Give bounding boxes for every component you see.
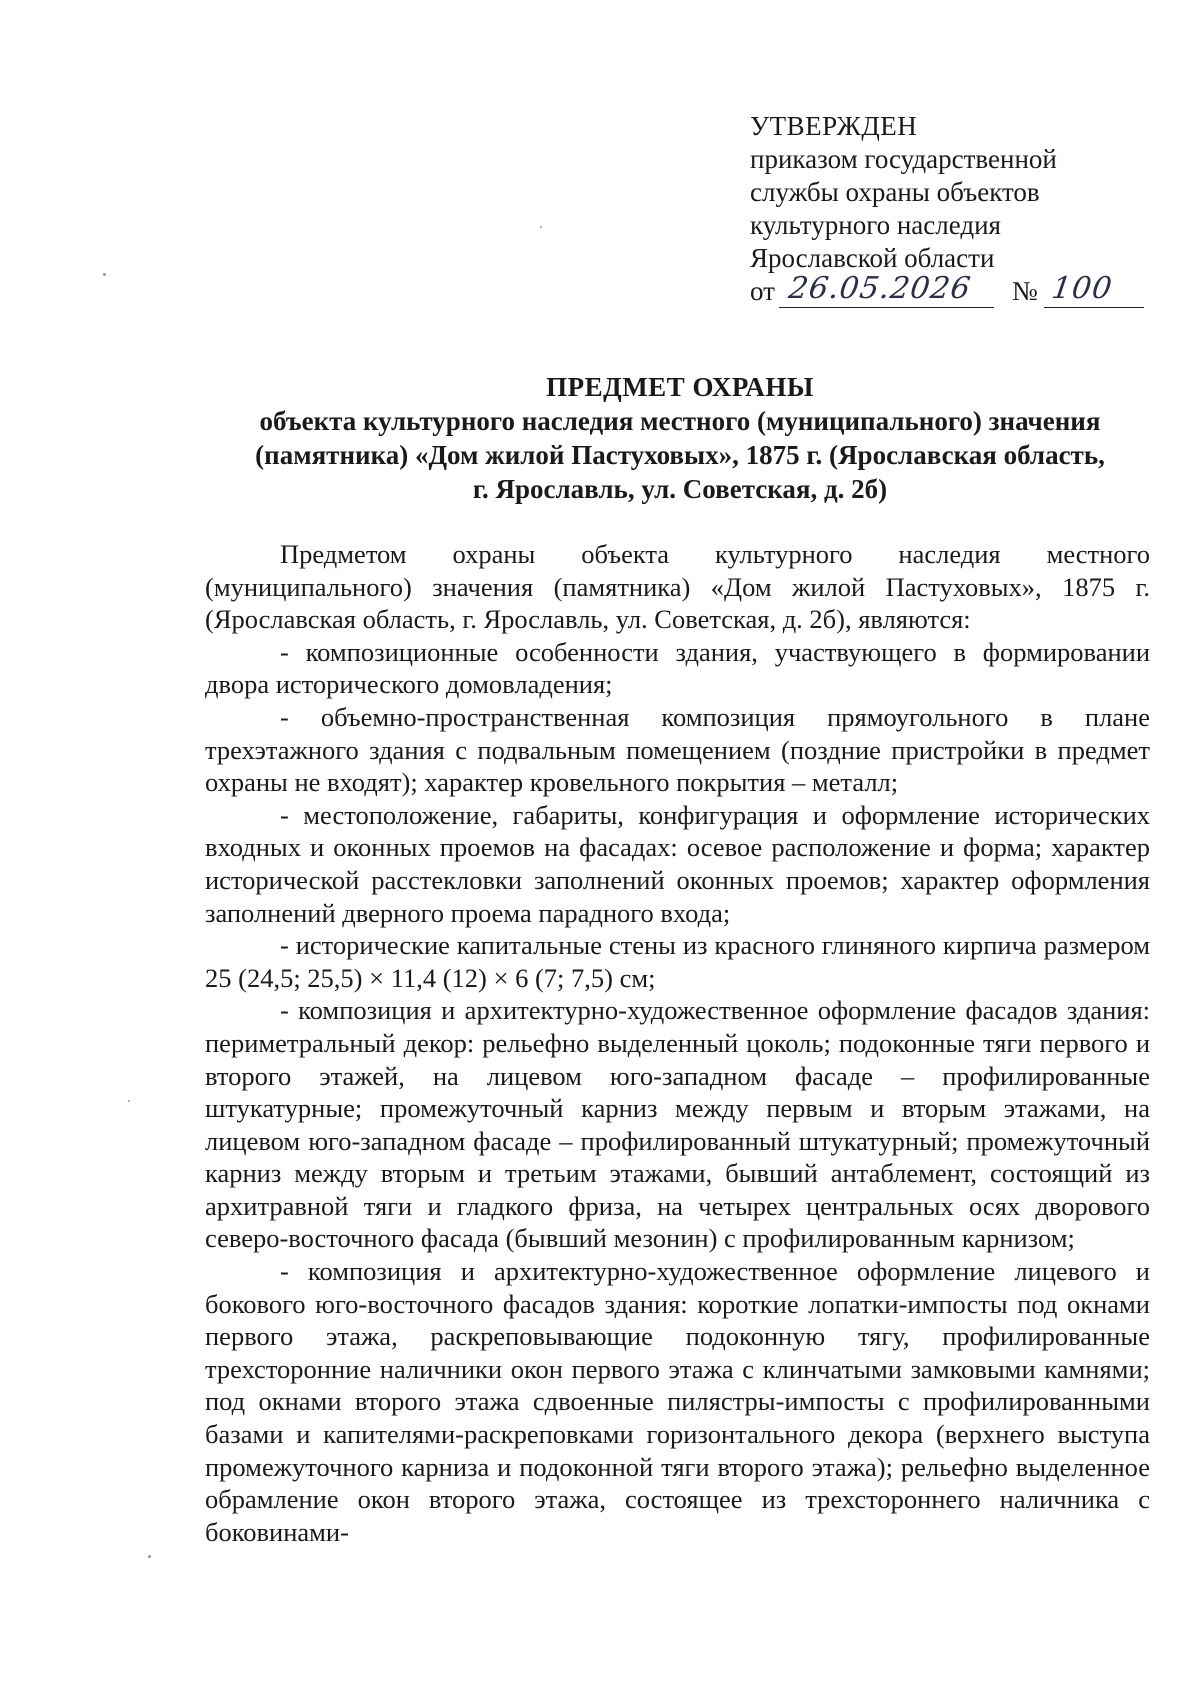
approval-date-row [750, 271, 1150, 308]
body-paragraph: - объемно-пространственная композиция прямоугольного в плане трехэтажного здания с подвальным помещением (поздние пристройки в предмет охраны не входят); характер кровельного покрытия – металл; [205, 701, 1150, 798]
approval-line: службы охраны объектов [750, 177, 1040, 207]
approval-block [750, 110, 1150, 308]
date-prefix: от [750, 276, 775, 306]
title-subtitle-line: г. Ярославль, ул. Советская, д. 2б) [472, 474, 888, 504]
approval-line: Ярославской области [750, 243, 995, 273]
body-paragraph: - композиционные особенности здания, участвующего в формировании двора исторического домовладения; [205, 636, 1150, 700]
number-sign: № [1011, 276, 1038, 306]
scan-speck [148, 1555, 151, 1558]
document-body [205, 538, 1150, 1548]
scan-speck [128, 1100, 130, 1102]
approval-heading: УТВЕРЖДЕН [750, 111, 918, 141]
scan-speck [103, 273, 106, 276]
body-paragraph: Предметом охраны объекта культурного наследия местного (муниципального) значения (памятника) «Дом жилой Пастуховых», 1875 г. (Ярославская область, г. Ярославль, ул. Советская, д. 2б), являются: [205, 539, 1150, 635]
title-main: ПРЕДМЕТ ОХРАНЫ [546, 372, 814, 402]
approval-line: приказом государственной [750, 144, 1057, 174]
title-subtitle-line: объекта культурного наследия местного (муниципального) значения [259, 406, 1101, 436]
body-paragraph: - композиция и архитектурно-художественное оформление фасадов здания: периметральный декор: рельефно выделенный цоколь; подоконные тяги первого и второго этажей, на лицевом юго-западном фасаде – профилированные штукатурные; промежуточный карниз между первым и вторым этажами, на лицевом юго-западном фасаде – профилированный штукатурный; промежуточный карниз между вторым и третьим этажами, бывший антаблемент, состоящий из архитравной тяги и гладкого фриза, на четырех центральных осях дворового северо-восточного фасада (бывший мезонин) с профилированным карнизом; [205, 995, 1150, 1254]
date-field [779, 271, 994, 308]
approval-line: культурного наследия [750, 210, 1001, 240]
body-paragraph: - местоположение, габариты, конфигурация и оформление исторических входных и оконных проемов на фасадах: осевое расположение и форма; характер исторической расстекловки заполнений оконных проемов; характер оформления заполнений дверного проема парадного входа; [205, 799, 1150, 928]
body-paragraph: - исторические капитальные стены из красного глиняного кирпича размером 25 (24,5; 25,5) × 11,4 (12) × 6 (7; 7,5) см; [205, 930, 1150, 993]
handwritten-number: 100 [1049, 271, 1115, 306]
scan-speck [540, 226, 542, 228]
document-title [200, 370, 1160, 506]
number-field [1044, 271, 1144, 308]
title-subtitle-line: (памятника) «Дом жилой Пастуховых», 1875 г. (Ярославская область, [255, 440, 1105, 470]
body-paragraph: - композиция и архитектурно-художественное оформление лицевого и бокового юго-восточного фасадов здания: короткие лопатки-импосты под окнами первого этажа, раскреповывающие подоконную тягу, профилированные трехсторонние наличники окон первого этажа с клинчатыми замковыми камнями; под окнами второго этажа сдвоенные пилястры-импосты с профилированными базами и капителями-раскреповками горизонтального декора (верхнего выступа промежуточного карниза и подоконной тяги второго этажа); рельефно выделенное обрамление окон второго этажа, состоящее из трехстороннего наличника с боковинами- [205, 1256, 1150, 1547]
handwritten-date: 26.05.2026 [786, 271, 974, 306]
